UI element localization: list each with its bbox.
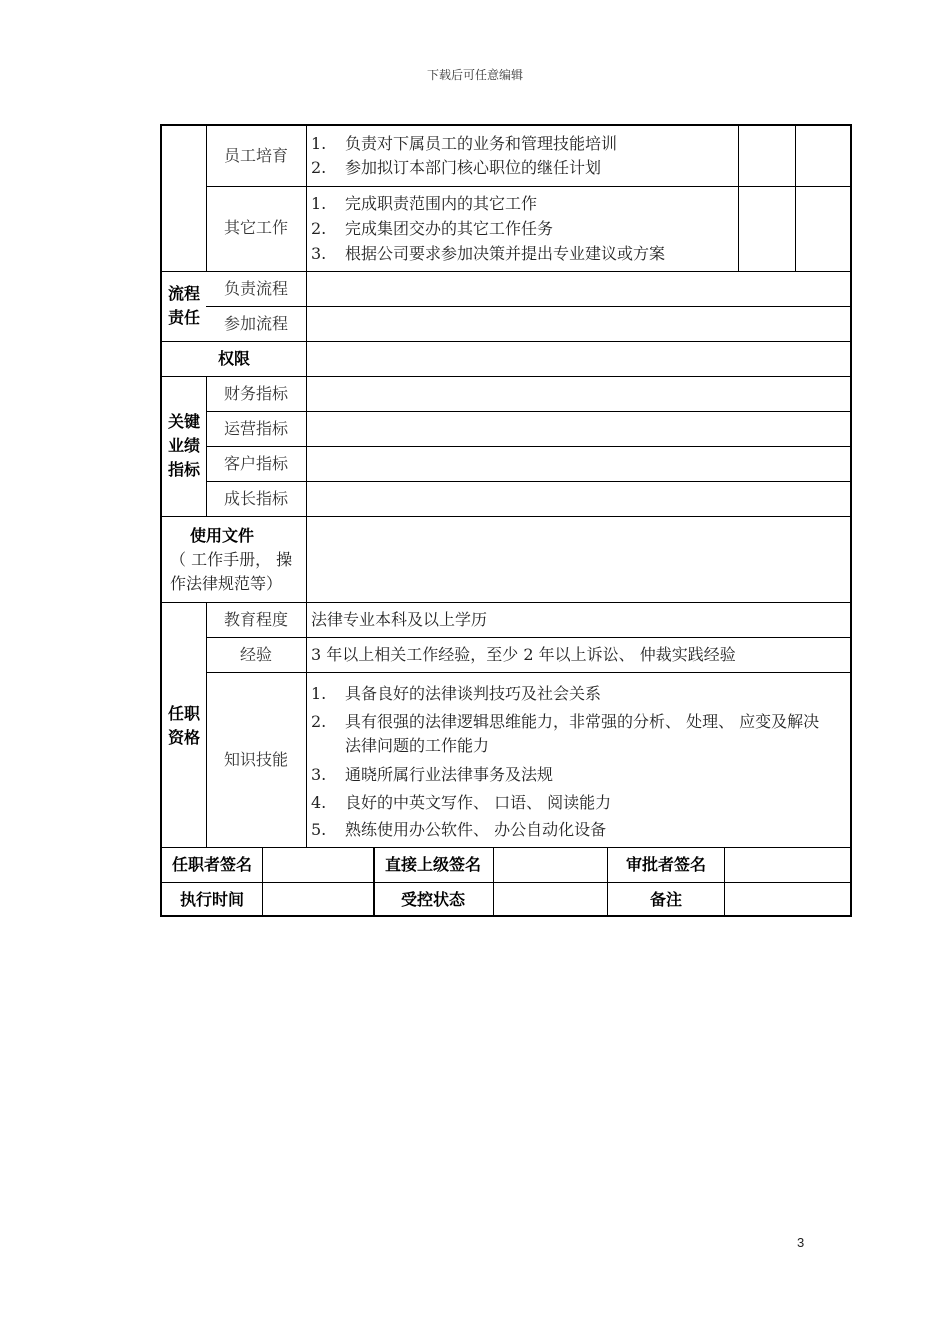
education-value: 法律专业本科及以上学历 bbox=[311, 610, 488, 629]
row-divider bbox=[206, 637, 852, 638]
remarks-label: 备注 bbox=[649, 890, 683, 909]
documents-subtitle: （ 工作手册， 操 bbox=[170, 550, 293, 569]
process-group-label: 流程 bbox=[167, 284, 201, 303]
col-divider bbox=[724, 847, 725, 917]
row-divider bbox=[162, 376, 852, 377]
row-divider bbox=[162, 271, 852, 272]
staff-training-item: 2. 参加拟订本部门核心职位的继任计划 bbox=[311, 158, 602, 177]
job-description-table bbox=[160, 124, 852, 917]
page-number: 3 bbox=[797, 1235, 805, 1250]
other-work-item: 2. 完成集团交办的其它工作任务 bbox=[311, 219, 554, 238]
experience-value: 3 年以上相关工作经验，至少 2 年以上诉讼、 仲裁实践经验 bbox=[311, 645, 736, 664]
qualifications-group-label: 任职 bbox=[167, 704, 201, 723]
authority-label: 权限 bbox=[217, 349, 251, 368]
col-divider bbox=[373, 847, 375, 917]
control-status-label: 受控状态 bbox=[400, 890, 466, 909]
col-divider bbox=[206, 376, 207, 516]
education-label: 教育程度 bbox=[223, 610, 289, 629]
col-divider bbox=[607, 847, 608, 917]
staff-training-item: 1. 负责对下属员工的业务和管理技能培训 bbox=[311, 134, 618, 153]
participate-process-label: 参加流程 bbox=[223, 314, 289, 333]
skill-item: 3. 通晓所属行业法律事务及法规 bbox=[311, 765, 554, 784]
exec-time-label: 执行时间 bbox=[179, 890, 245, 909]
skill-item-continuation: 法律问题的工作能力 bbox=[345, 736, 490, 755]
experience-label: 经验 bbox=[239, 645, 273, 664]
skill-item: 5. 熟练使用办公软件、 办公自动化设备 bbox=[311, 820, 607, 839]
kpi-group-label: 指标 bbox=[167, 460, 201, 479]
col-divider bbox=[206, 126, 207, 271]
row-divider bbox=[206, 672, 852, 673]
documents-title: 使用文件 bbox=[189, 526, 255, 545]
row-divider bbox=[162, 602, 852, 603]
holder-signature-label: 任职者签名 bbox=[171, 855, 253, 874]
row-divider bbox=[162, 516, 852, 517]
qualifications-group-label: 资格 bbox=[167, 728, 201, 747]
row-divider bbox=[162, 847, 852, 848]
kpi-group-label: 业绩 bbox=[167, 436, 201, 455]
growth-kpi-label: 成长指标 bbox=[223, 489, 289, 508]
col-divider bbox=[795, 126, 796, 271]
supervisor-signature-label: 直接上级签名 bbox=[384, 855, 482, 874]
col-divider bbox=[493, 847, 494, 917]
skill-item: 1. 具备良好的法律谈判技巧及社会关系 bbox=[311, 684, 602, 703]
row-divider bbox=[206, 411, 852, 412]
responsible-process-label: 负责流程 bbox=[223, 279, 289, 298]
skills-label: 知识技能 bbox=[223, 750, 289, 769]
col-divider bbox=[206, 602, 207, 847]
kpi-group-label: 关键 bbox=[167, 412, 201, 431]
skill-item: 2. 具有很强的法律逻辑思维能力，非常强的分析、 处理、 应变及解决 bbox=[311, 712, 820, 731]
skill-item: 4. 良好的中英文写作、 口语、 阅读能力 bbox=[311, 793, 612, 812]
operations-kpi-label: 运营指标 bbox=[223, 419, 289, 438]
col-divider bbox=[738, 126, 739, 271]
finance-kpi-label: 财务指标 bbox=[223, 384, 289, 403]
other-work-item: 3. 根据公司要求参加决策并提出专业建议或方案 bbox=[311, 244, 666, 263]
row-divider bbox=[162, 341, 852, 342]
approver-signature-label: 审批者签名 bbox=[625, 855, 707, 874]
header-note: 下载后可任意编辑 bbox=[426, 68, 523, 82]
col-divider bbox=[262, 847, 263, 917]
row-divider bbox=[206, 306, 852, 307]
customer-kpi-label: 客户指标 bbox=[223, 454, 289, 473]
documents-subtitle: 作法律规范等） bbox=[170, 574, 283, 593]
row-divider bbox=[206, 481, 852, 482]
col-divider bbox=[306, 126, 307, 847]
row-divider bbox=[162, 882, 852, 883]
other-work-item: 1. 完成职责范围内的其它工作 bbox=[311, 194, 538, 213]
staff-training-label: 员工培育 bbox=[223, 146, 289, 165]
process-group-label: 责任 bbox=[167, 308, 201, 327]
row-divider bbox=[206, 186, 852, 187]
row-divider bbox=[206, 446, 852, 447]
other-work-label: 其它工作 bbox=[223, 218, 289, 237]
